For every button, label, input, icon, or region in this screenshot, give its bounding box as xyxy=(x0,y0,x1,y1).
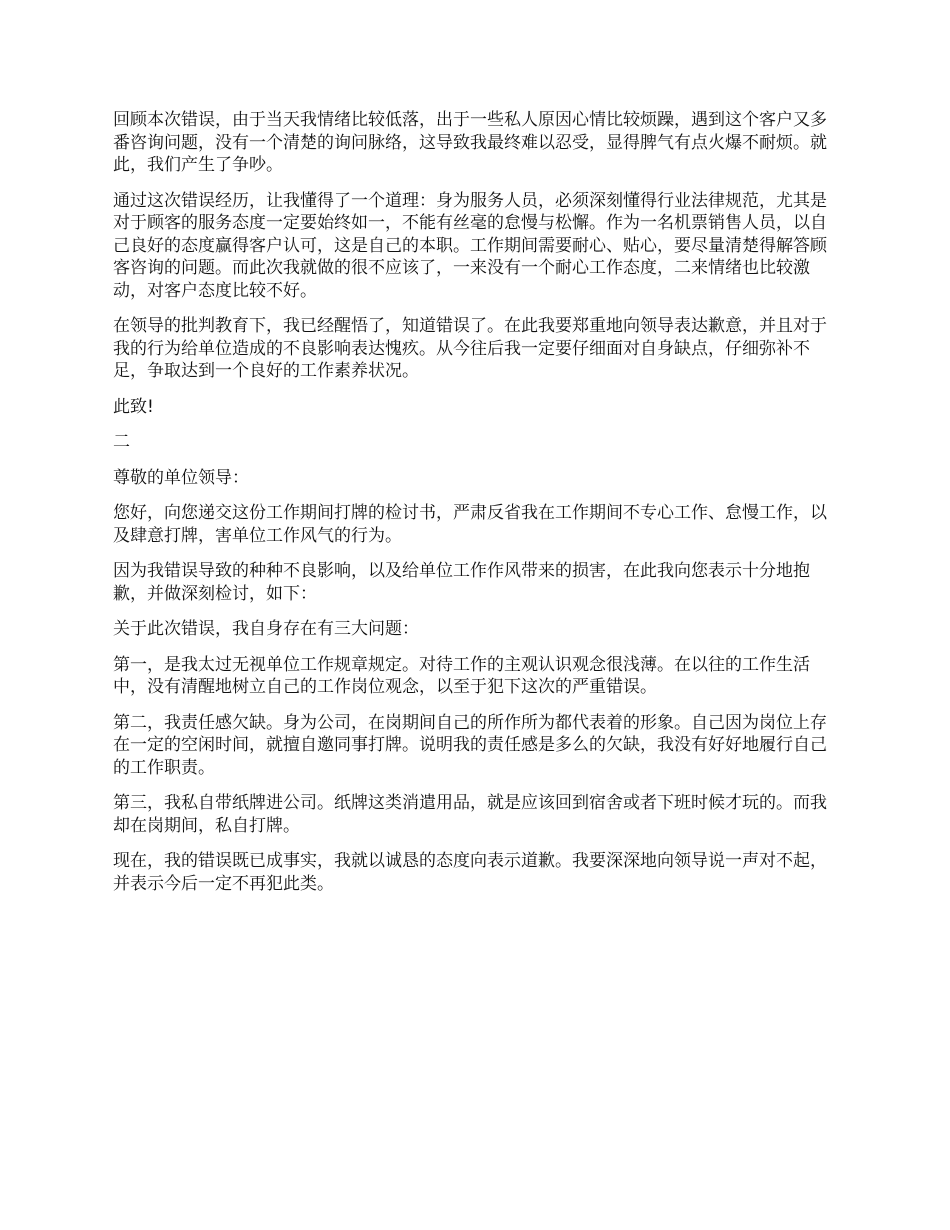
paragraph-second-problem: 第二，我责任感欠缺。身为公司，在岗期间自己的所作所为都代表着的形象。自己因为岗位上存在一定的空闲时间，就擅自邀同事打牌。说明我的责任感是多么的欠缺，我没有好好地履行自己的工作职责。 xyxy=(113,712,827,778)
section-number-two: 二 xyxy=(113,432,130,452)
paragraph-third-problem: 第三，我私自带纸牌进公司。纸牌这类消遣用品，就是应该回到宿舍或者下班时候才玩的。而我却在岗期间，私自打牌。 xyxy=(113,793,827,836)
document-body xyxy=(113,109,841,908)
paragraph-three-problems: 关于此次错误，我自身存在有三大问题： xyxy=(113,619,419,639)
paragraph-lesson-learned: 通过这次错误经历，让我懂得了一个道理：身为服务人员，必须深刻懂得行业法律规范，尤其是对于顾客的服务态度一定要始终如一，不能有丝毫的怠慢与松懈。作为一名机票销售人员，以自己良好的态度赢得客户认可，这是自己的本职。工作期间需要耐心、贴心，要尽量清楚得解答顾客咨询的问题。而此次我就做的很不应该了，一来没有一个耐心工作态度，二来情绪也比较激动，对客户态度比较不好。 xyxy=(113,190,827,301)
paragraph-review-mistake: 回顾本次错误，由于当天我情绪比较低落，出于一些私人原因心情比较烦躁，遇到这个客户又多番咨询问题，没有一个清楚的询问脉络，这导致我最终难以忍受，显得脾气有点火爆不耐烦。就此，我们产生了争吵。 xyxy=(113,110,827,175)
salutation: 尊敬的单位领导： xyxy=(113,467,249,488)
paragraph-closing: 此致! xyxy=(113,396,154,417)
paragraph-introduction: 您好，向您递交这份工作期间打牌的检讨书，严肃反省我在工作期间不专心工作、怠慢工作，以及肆意打牌，害单位工作风气的行为。 xyxy=(113,503,827,546)
paragraph-first-problem: 第一，是我太过无视单位工作规章规定。对待工作的主观认识观念很浅薄。在以往的工作生活中，没有清醒地树立自己的工作岗位观念，以至于犯下这次的严重错误。 xyxy=(113,654,810,697)
paragraph-apology: 在领导的批判教育下，我已经醒悟了，知道错误了。在此我要郑重地向领导表达歉意，并且对于我的行为给单位造成的不良影响表达愧疚。从今往后我一定要仔细面对自身缺点，仔细弥补不足，争取达到一个良好的工作素养状况。 xyxy=(113,316,827,381)
paragraph-impact: 因为我错误导致的种种不良影响，以及给单位工作作风带来的损害，在此我向您表示十分地抱歉，并做深刻检讨，如下： xyxy=(113,561,810,604)
paragraph-final-apology: 现在，我的错误既已成事实，我就以诚恳的态度向表示道歉。我要深深地向领导说一声对不起，并表示今后一定不再犯此类。 xyxy=(113,851,827,894)
